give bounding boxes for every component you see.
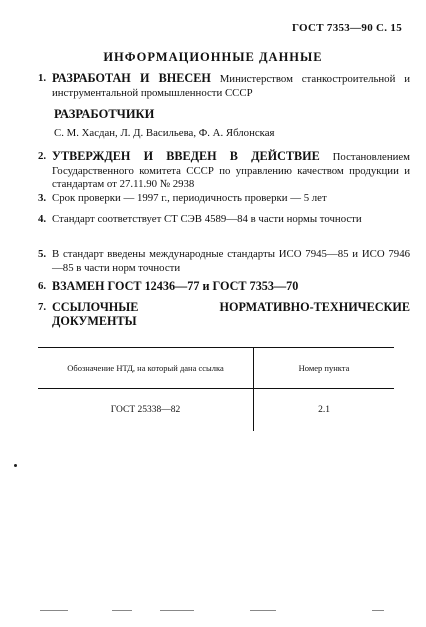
table-row: [38, 389, 394, 432]
info-item-5: [38, 248, 410, 275]
col-header-document: Обозначение НТД, на который дана ссылка: [38, 348, 254, 389]
developers-names: С. М. Хасдан, Л. Д. Васильева, Ф. А. Яблонская: [54, 127, 275, 139]
scan-edge-mark: [160, 610, 194, 611]
item-body: В стандарт введены международные стандарты ИСО 7945—85 и ИСО 7946—85 в части норм точности: [52, 248, 410, 274]
info-item-4: [38, 213, 410, 227]
item-lead: ВЗАМЕН ГОСТ 12436—77 и ГОСТ 7353—70: [52, 279, 299, 293]
item-body: Стандарт соответствует СТ СЭВ 4589—84 в части нормы точности: [52, 213, 362, 225]
item-number: 1.: [38, 72, 47, 84]
item-lead: УТВЕРЖДЕН И ВВЕДЕН В ДЕЙСТВИЕ: [52, 149, 320, 163]
cell-document: ГОСТ 25338—82: [110, 405, 181, 415]
reference-table: [38, 347, 394, 431]
scan-edge-mark: [372, 610, 384, 611]
item-text: [38, 150, 410, 192]
item-lead: ССЫЛОЧНЫЕ НОРМАТИВНО-ТЕХНИЧЕСКИЕ ДОКУМЕНТЫ: [52, 300, 410, 328]
scan-edge-mark: [40, 610, 68, 611]
item-number: 5.: [38, 248, 47, 260]
item-body: Постановлением Государственного комитета СССР по управлению качеством продукции и стандартам от 27.11.90 № 2938: [52, 151, 411, 190]
developers-heading: РАЗРАБОТЧИКИ: [54, 107, 155, 121]
item-body: Министерством станкостроительной и инструментальной промышленности СССР: [52, 73, 410, 99]
item-number: 3.: [38, 192, 47, 204]
section-title: ИНФОРМАЦИОННЫЕ ДАННЫЕ: [103, 50, 323, 64]
item-text: [38, 72, 410, 100]
info-item-6: [38, 280, 410, 294]
item-number: 7.: [38, 301, 47, 313]
page-header: ГОСТ 7353—90 С. 15: [291, 22, 402, 34]
item-number: 6.: [38, 280, 47, 292]
item-number: 2.: [38, 150, 47, 162]
col-header-clause: Номер пункта: [254, 348, 395, 389]
table-header-row: [38, 348, 394, 389]
info-item-7: [38, 301, 410, 328]
item-lead: РАЗРАБОТАН И ВНЕСЕН: [52, 71, 211, 85]
info-item-2: [38, 150, 410, 192]
scan-edge-mark: [112, 610, 132, 611]
info-item-3: [38, 192, 410, 206]
reference-table-wrap: [38, 347, 394, 431]
scan-edge-mark: [250, 610, 276, 611]
scan-speck: [14, 464, 17, 467]
item-body: Срок проверки — 1997 г., периодичность проверки — 5 лет: [52, 192, 327, 204]
item-number: 4.: [38, 213, 47, 225]
info-item-1: [38, 72, 410, 100]
cell-clause: 2.1: [254, 389, 395, 432]
